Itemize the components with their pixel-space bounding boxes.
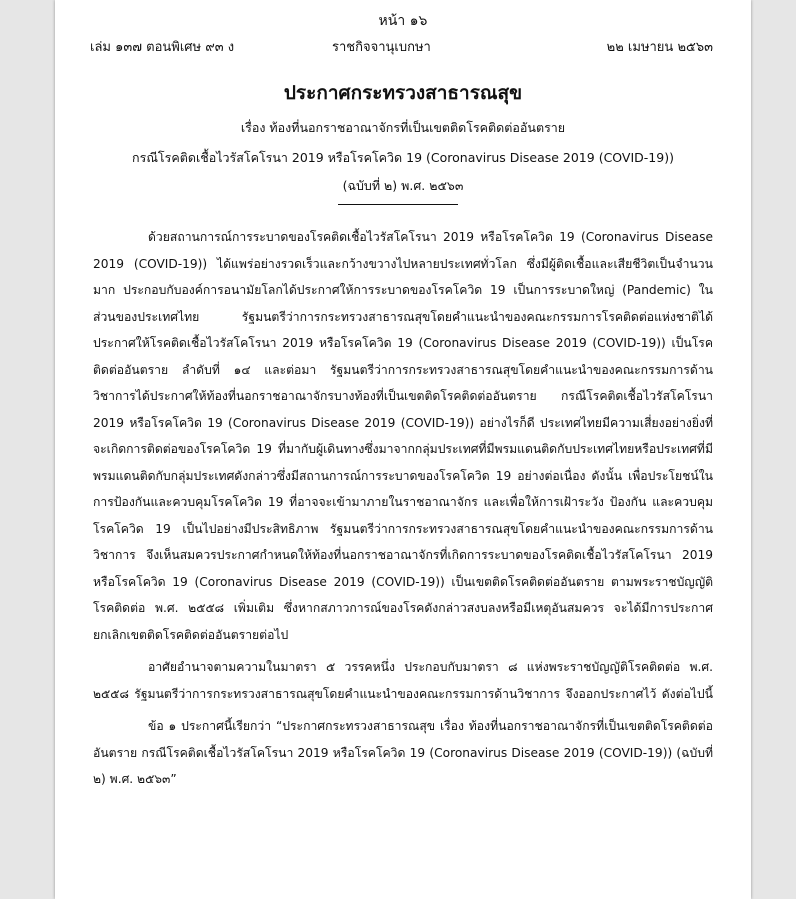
gazette-volume: เล่ม ๑๓๗ ตอนพิเศษ ๙๓ ง [90, 40, 235, 55]
document-edition: (ฉบับที่ ๒) พ.ศ. ๒๕๖๓ [342, 178, 464, 193]
paragraph-clause-1: ข้อ ๑ ประกาศนี้เรียกว่า “ประกาศกระทรวงสาธารณสุข เรื่อง ท้องที่นอกราชอาณาจักรที่เป็นเขตติดโรคติดต่ออันตราย กรณีโรคติดเชื้อไวรัสโคโรนา 2019 หรือโรคโควิด 19 (Coronavirus Disease 2019 (COVID-19)) (ฉบับที่ ๒) พ.ศ. ๒๕๖๓” [93, 719, 713, 786]
title-divider [338, 204, 458, 205]
document-title: ประกาศกระทรวงสาธารณสุข [283, 82, 523, 104]
document-page [55, 0, 751, 899]
document-subject-line1: เรื่อง ท้องที่นอกราชอาณาจักรที่เป็นเขตติดโรคติดต่ออันตราย [240, 120, 566, 135]
gazette-header [90, 36, 713, 56]
gazette-date: ๒๒ เมษายน ๒๕๖๓ [606, 40, 713, 55]
paragraph-authority: อาศัยอำนาจตามความในมาตรา ๕ วรรคหนึ่ง ประกอบกับมาตรา ๘ แห่งพระราชบัญญัติโรคติดต่อ พ.ศ. ๒๕๕๘ รัฐมนตรีว่าการกระทรวงสาธารณสุขโดยคำแนะนำของคณะกรรมการด้านวิชาการ จึงออกประกาศไว้ ดังต่อไปนี้ [93, 660, 713, 701]
paragraph-preamble: ด้วยสถานการณ์การระบาดของโรคติดเชื้อไวรัสโคโรนา 2019 หรือโรคโควิด 19 (Coronavirus Disease 2019 (COVID-19)) ได้แพร่อย่างรวดเร็วและกว้างขวางไปหลายประเทศทั่วโลก ซึ่งมีผู้ติดเชื้อและเสียชีวิตเป็นจำนวนมาก ประกอบกับองค์การอนามัยโลกได้ประกาศให้การระบาดของโรคโควิด 19 เป็นการระบาดใหญ่ (Pandemic) ในส่วนของประเทศไทย รัฐมนตรีว่าการกระทรวงสาธารณสุขโดยคำแนะนำของคณะกรรมการโรคติดต่อแห่งชาติได้ประกาศให้โรคติดเชื้อไวรัสโคโรนา 2019 หรือโรคโควิด 19 (Coronavirus Disease 2019 (COVID-19)) เป็นโรคติดต่ออันตราย ลำดับที่ ๑๔ และต่อมา รัฐมนตรีว่าการกระทรวงสาธารณสุขโดยคำแนะนำของคณะกรรมการด้านวิชาการได้ประกาศให้ท้องที่นอกราชอาณาจักรบางท้องที่เป็นเขตติดโรคติดต่ออันตราย กรณีโรคติดเชื้อไวรัสโคโรนา 2019 หรือโรคโควิด 19 (Coronavirus Disease 2019 (COVID-19)) อย่างไรก็ดี ประเทศไทยมีความเสี่ยงอย่างยิ่งที่จะเกิดการติดต่อของโรคโควิด 19 ที่มากับผู้เดินทางซึ่งมาจากกลุ่มประเทศที่มีพรมแดนติดกับประเทศไทยหรือประเทศที่มีพรมแดนติดกับกลุ่มประเทศดังกล่าวซึ่งมีสถานการณ์การระบาดของโรคโควิด 19 อย่างต่อเนื่อง ดังนั้น เพื่อประโยชน์ในการป้องกันและควบคุมโรคโควิด 19 ที่อาจจะเข้ามาภายในราชอาณาจักร และเพื่อให้การเฝ้าระวัง ป้องกัน และควบคุมโรคโควิด 19 เป็นไปอย่างมีประสิทธิภาพ รัฐมนตรีว่าการกระทรวงสาธารณสุขโดยคำแนะนำของคณะกรรมการด้านวิชาการ จึงเห็นสมควรประกาศกำหนดให้ท้องที่นอกราชอาณาจักรที่เกิดการระบาดของโรคติดเชื้อไวรัสโคโรนา 2019 หรือโรคโควิด 19 (Coronavirus Disease 2019 (COVID-19)) เป็นเขตติดโรคติดต่ออันตราย ตามพระราชบัญญัติโรคติดต่อ พ.ศ. ๒๕๕๘ เพิ่มเติม ซึ่งหากสภาวการณ์ของโรคดังกล่าวสงบลงหรือมีเหตุอันสมควร จะได้มีการประกาศยกเลิกเขตติดโรคติดต่ออันตรายต่อไป [93, 230, 714, 642]
gazette-name: ราชกิจจานุเบกษา [332, 40, 431, 55]
page-number: หน้า ๑๖ [378, 13, 428, 29]
document-subject-line2: กรณีโรคติดเชื้อไวรัสโคโรนา 2019 หรือโรคโควิด 19 (Coronavirus Disease 2019 (COVID-19)) [132, 150, 674, 165]
document-body [93, 224, 713, 793]
